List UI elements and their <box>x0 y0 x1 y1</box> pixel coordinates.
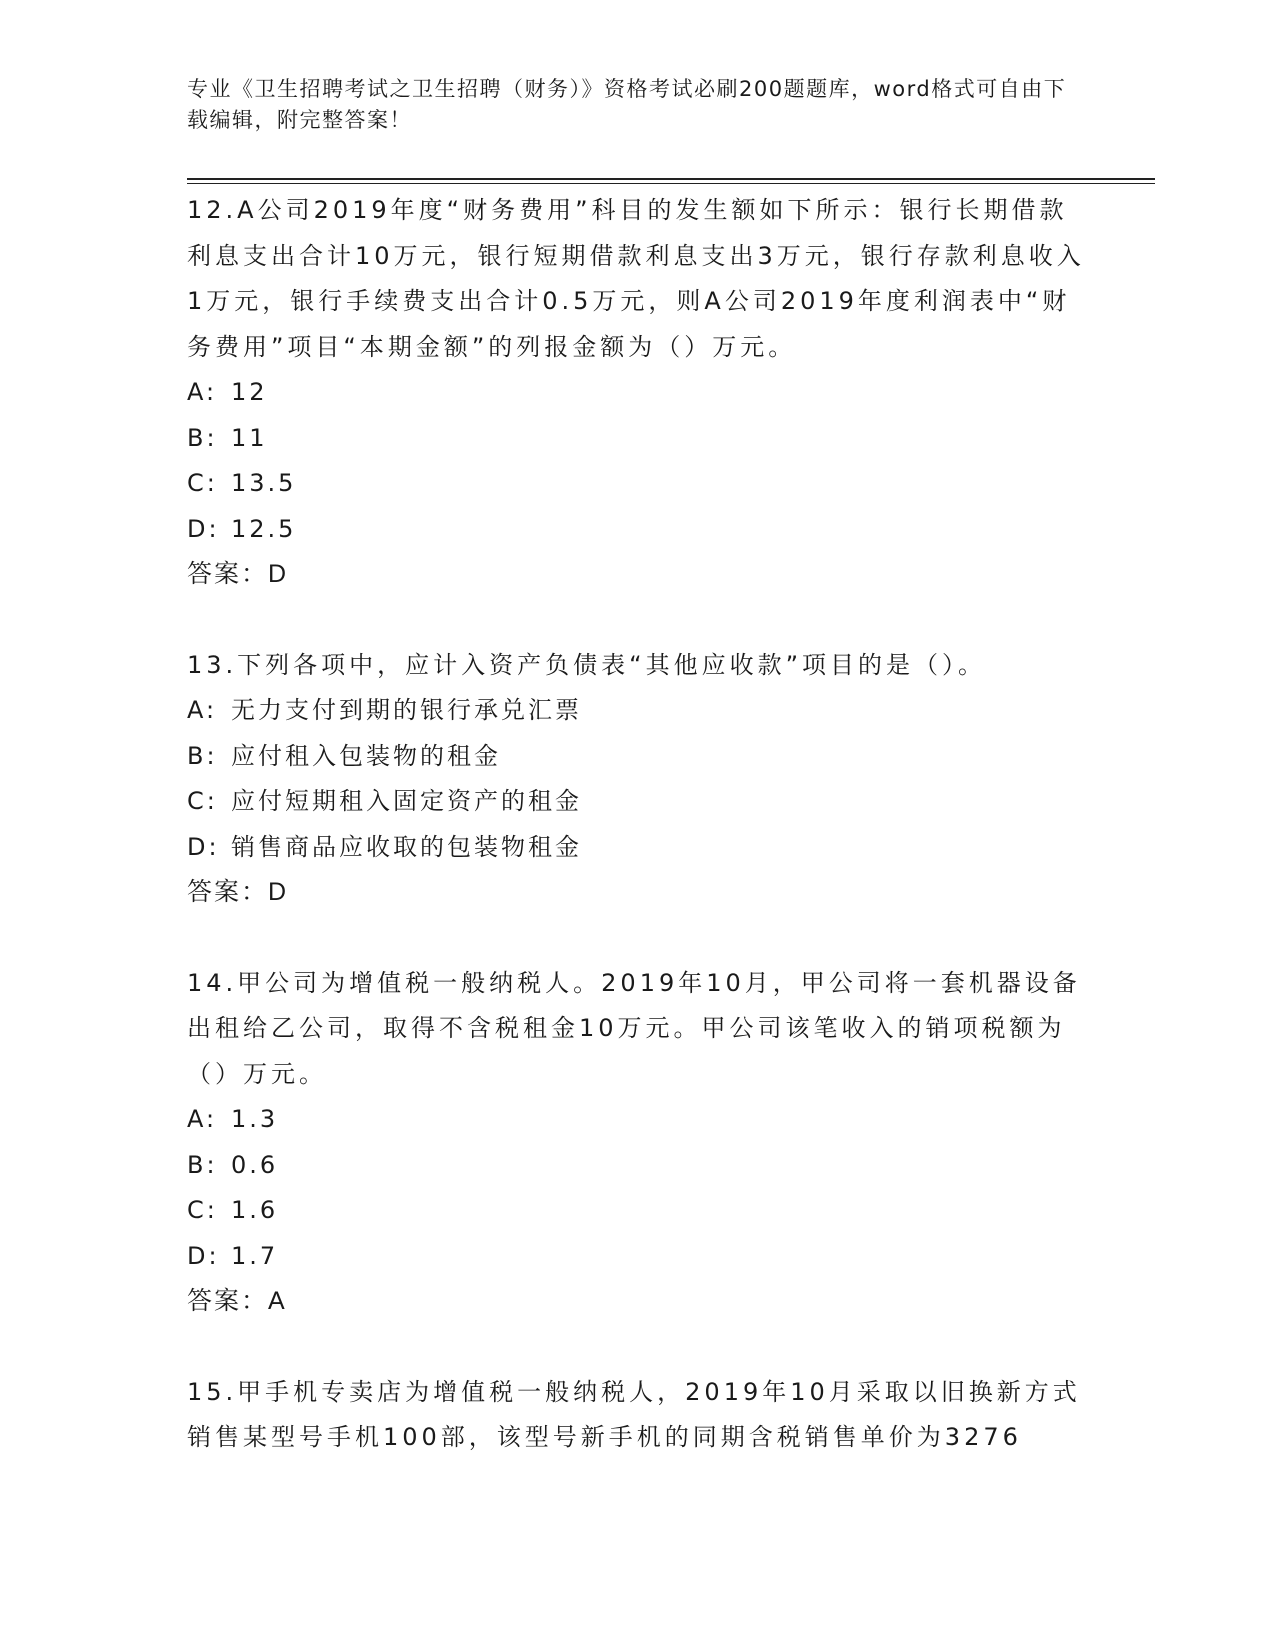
question-15 <box>187 1370 1087 1461</box>
option-key: A: <box>187 1105 218 1133</box>
option-text: 应付租入包装物的租金 <box>231 741 501 770</box>
question-text: 12.A公司2019年度“财务费用”科目的发生额如下所示：银行长期借款利息支出合计10万元，银行短期借款利息支出3万元，银行存款利息收入1万元，银行手续费支出合计0.5万元，则A公司2019年度利润表中“财务费用”项目“本期金额”的列报金额为（）万元。 <box>187 196 1085 361</box>
question-text: 15.甲手机专卖店为增值税一般纳税人，2019年10月采取以旧换新方式销售某型号手机100部，该型号新手机的同期含税销售单价为3276 <box>187 1377 1081 1451</box>
option-text: 13.5 <box>231 469 297 497</box>
option-text: 0.6 <box>231 1150 279 1179</box>
option-key: C: <box>187 787 218 815</box>
document-header: 专业《卫生招聘考试之卫生招聘（财务）》资格考试必刷200题题库，word格式可自由下载编辑，附完整答案！ <box>187 77 1067 132</box>
option-a <box>187 1097 1087 1143</box>
header-divider-thin <box>187 183 1155 184</box>
option-c <box>187 461 1087 507</box>
option-text: 12.5 <box>231 514 297 543</box>
answer: 答案：D <box>187 878 289 906</box>
option-text: 销售商品应收取的包装物租金 <box>231 832 582 861</box>
option-text: 1.7 <box>231 1241 279 1270</box>
option-a <box>187 370 1087 416</box>
question-12 <box>187 188 1087 598</box>
option-b <box>187 416 1087 462</box>
option-key: C: <box>187 469 218 497</box>
question-text: 13.下列各项中，应计入资产负债表“其他应收款”项目的是（）。 <box>187 650 987 679</box>
option-b <box>187 1143 1087 1189</box>
question-text: 14.甲公司为增值税一般纳税人。2019年10月，甲公司将一套机器设备出租给乙公司，取得不含税租金10万元。甲公司该笔收入的销项税额为（）万元。 <box>187 968 1081 1088</box>
answer: 答案：A <box>187 1287 287 1315</box>
option-text: 12 <box>231 378 268 406</box>
option-key: B: <box>187 423 218 452</box>
option-key: D: <box>187 514 220 543</box>
option-key: D: <box>187 1241 220 1270</box>
option-a <box>187 688 1087 734</box>
option-key: A: <box>187 378 218 406</box>
option-key: D: <box>187 832 220 861</box>
option-key: B: <box>187 741 218 770</box>
question-14 <box>187 961 1087 1325</box>
option-d <box>187 1234 1087 1280</box>
option-text: 11 <box>231 423 268 452</box>
answer: 答案：D <box>187 560 289 588</box>
option-text: 无力支付到期的银行承兑汇票 <box>231 696 582 724</box>
option-text: 1.6 <box>231 1196 279 1224</box>
header-divider <box>187 178 1155 180</box>
option-key: A: <box>187 696 218 724</box>
option-d <box>187 507 1087 553</box>
question-list <box>187 188 1087 1506</box>
option-d <box>187 825 1087 871</box>
option-key: B: <box>187 1150 218 1179</box>
option-b <box>187 734 1087 780</box>
option-key: C: <box>187 1196 218 1224</box>
question-13 <box>187 643 1087 916</box>
option-c <box>187 779 1087 825</box>
option-text: 1.3 <box>231 1105 279 1133</box>
option-text: 应付短期租入固定资产的租金 <box>231 787 582 815</box>
option-c <box>187 1188 1087 1234</box>
